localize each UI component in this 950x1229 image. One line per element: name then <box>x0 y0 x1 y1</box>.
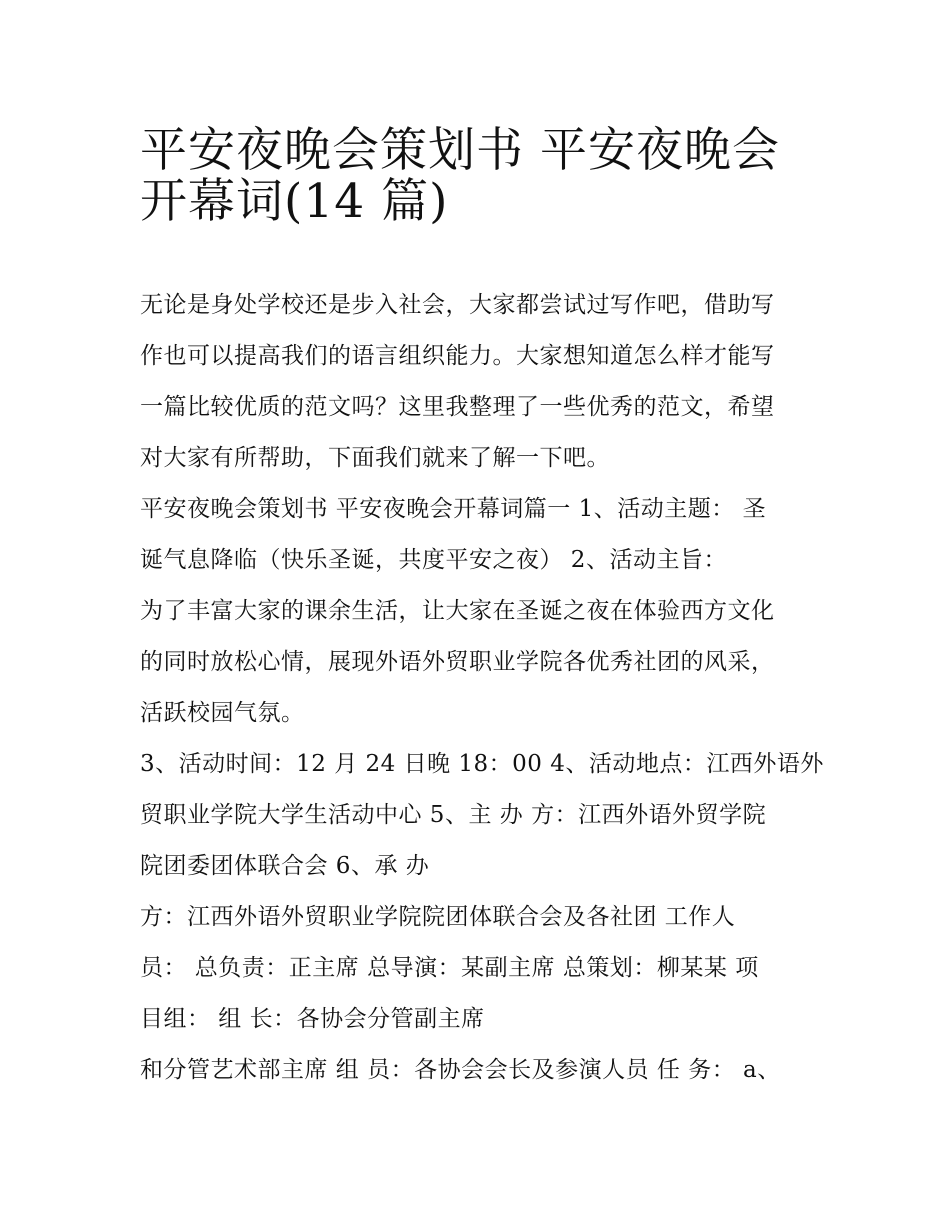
text-line: 一篇比较优质的范文吗？这里我整理了一些优秀的范文，希望 <box>140 394 775 420</box>
text-line: 对大家有所帮助，下面我们就来了解一下吧。 <box>140 445 610 471</box>
document-body <box>140 280 830 1096</box>
text-line: 贸职业学院大学生活动中心 5、主 办 方：江西外语外贸学院 <box>140 802 767 828</box>
text-line: 活跃校园气氛。 <box>140 700 305 726</box>
text-line: 3、活动时间：12 月 24 日晚 18：00 4、活动地点：江西外语外 <box>140 751 824 777</box>
theme-paragraph <box>140 484 830 586</box>
text-line: 无论是身处学校还是步入社会，大家都尝试过写作吧，借助写 <box>140 292 775 318</box>
text-line: 的同时放松心情，展现外语外贸职业学院各优秀社团的风采， <box>140 649 775 675</box>
purpose-paragraph <box>140 586 830 739</box>
staff-paragraph <box>140 892 830 1045</box>
schedule-paragraph <box>140 739 830 892</box>
title-line-2: 开幕词(14 篇) <box>140 174 449 229</box>
title-line-1: 平安夜晚会策划书 平安夜晚会 <box>140 123 780 178</box>
text-line: 院团委团体联合会 6、承 办 <box>140 853 430 879</box>
text-line: 员： 总负责：正主席 总导演：某副主席 总策划：柳某某 项 <box>140 955 759 981</box>
text-line: 和分管艺术部主席 组 员：各协会会长及参演人员 任 务： a、 <box>140 1057 781 1083</box>
text-line: 作也可以提高我们的语言组织能力。大家想知道怎么样才能写 <box>140 343 775 369</box>
text-line: 方：江西外语外贸职业学院院团体联合会及各社团 工作人 <box>140 904 736 930</box>
document-title <box>140 114 840 229</box>
text-line: 平安夜晚会策划书 平安夜晚会开幕词篇一 1、活动主题： 圣 <box>140 496 767 522</box>
text-line: 诞气息降临（快乐圣诞，共度平安之夜） 2、活动主旨： <box>140 547 727 573</box>
members-paragraph <box>140 1045 830 1096</box>
intro-paragraph <box>140 280 830 484</box>
text-line: 为了丰富大家的课余生活，让大家在圣诞之夜在体验西方文化 <box>140 598 775 624</box>
text-line: 目组： 组 长：各协会分管副主席 <box>140 1006 485 1032</box>
